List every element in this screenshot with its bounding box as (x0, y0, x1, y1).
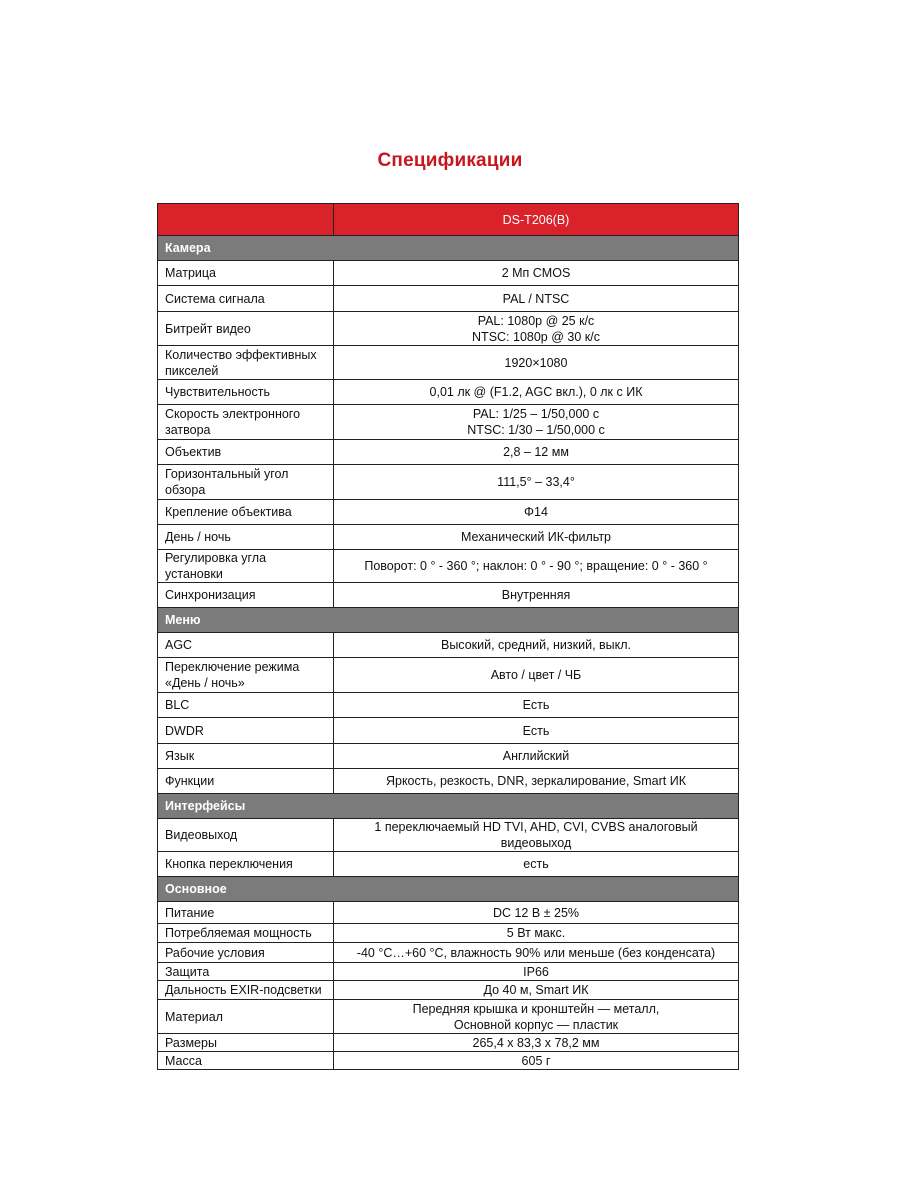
spec-label: Регулировка угла установки (158, 550, 334, 583)
spec-row (158, 852, 739, 877)
spec-row (158, 658, 739, 693)
spec-row (158, 286, 739, 312)
spec-row (158, 963, 739, 981)
spec-value: 265,4 х 83,3 х 78,2 мм (334, 1034, 739, 1052)
spec-row (158, 1052, 739, 1070)
spec-row (158, 525, 739, 550)
spec-row (158, 744, 739, 769)
spec-label: День / ночь (158, 525, 334, 550)
spec-label: Кнопка переключения (158, 852, 334, 877)
spec-label: DWDR (158, 718, 334, 744)
spec-label: AGC (158, 633, 334, 658)
spec-value: Авто / цвет / ЧБ (334, 658, 739, 693)
spec-label: Потребляемая мощность (158, 924, 334, 943)
spec-row (158, 924, 739, 943)
spec-row (158, 633, 739, 658)
section-header (158, 608, 739, 633)
spec-label: Рабочие условия (158, 943, 334, 963)
spec-label: Защита (158, 963, 334, 981)
spec-value: -40 °C…+60 °C, влажность 90% или меньше (без конденсата) (334, 943, 739, 963)
spec-label: Материал (158, 1000, 334, 1034)
model-header-empty (158, 204, 334, 236)
spec-label: Видеовыход (158, 819, 334, 852)
spec-value: PAL / NTSC (334, 286, 739, 312)
spec-value: Высокий, средний, низкий, выкл. (334, 633, 739, 658)
spec-label: Язык (158, 744, 334, 769)
spec-row (158, 440, 739, 465)
spec-value: 2,8 – 12 мм (334, 440, 739, 465)
spec-value: 2 Мп CMOS (334, 261, 739, 286)
spec-value: До 40 м, Smart ИК (334, 981, 739, 1000)
spec-value: Φ14 (334, 500, 739, 525)
spec-value: 1920×1080 (334, 346, 739, 380)
spec-row (158, 1000, 739, 1034)
spec-value: 605 г (334, 1052, 739, 1070)
spec-value: DC 12 В ± 25% (334, 902, 739, 924)
spec-row (158, 718, 739, 744)
spec-row (158, 693, 739, 718)
spec-label: Объектив (158, 440, 334, 465)
spec-value: 0,01 лк @ (F1.2, AGC вкл.), 0 лк с ИК (334, 380, 739, 405)
spec-value: PAL: 1/25 – 1/50,000 с NTSC: 1/30 – 1/50,000 с (334, 405, 739, 440)
spec-label: Синхронизация (158, 583, 334, 608)
spec-label: Питание (158, 902, 334, 924)
spec-row (158, 380, 739, 405)
spec-value: Внутренняя (334, 583, 739, 608)
section-header (158, 236, 739, 261)
section-title: Интерфейсы (158, 794, 739, 819)
spec-row (158, 819, 739, 852)
section-title: Камера (158, 236, 739, 261)
spec-row (158, 500, 739, 525)
spec-row (158, 769, 739, 794)
spec-row (158, 312, 739, 346)
model-header-row (158, 204, 739, 236)
spec-row (158, 583, 739, 608)
spec-value: 1 переключаемый HD TVI, AHD, CVI, CVBS аналоговый видеовыход (334, 819, 739, 852)
section-header (158, 794, 739, 819)
spec-label: BLC (158, 693, 334, 718)
section-title: Меню (158, 608, 739, 633)
spec-row (158, 346, 739, 380)
spec-label: Битрейт видео (158, 312, 334, 346)
spec-value: Поворот: 0 ° - 360 °; наклон: 0 ° - 90 °; вращение: 0 ° - 360 ° (334, 550, 739, 583)
spec-value: есть (334, 852, 739, 877)
spec-row (158, 981, 739, 1000)
spec-row (158, 902, 739, 924)
spec-label: Переключение режима «День / ночь» (158, 658, 334, 693)
spec-row (158, 405, 739, 440)
spec-label: Скорость электронного затвора (158, 405, 334, 440)
spec-label: Чувствительность (158, 380, 334, 405)
spec-row (158, 943, 739, 963)
spec-row (158, 465, 739, 500)
spec-value: 5 Вт макс. (334, 924, 739, 943)
spec-row (158, 261, 739, 286)
spec-value: 111,5° – 33,4° (334, 465, 739, 500)
spec-label: Количество эффективных пикселей (158, 346, 334, 380)
spec-value: Яркость, резкость, DNR, зеркалирование, Smart ИК (334, 769, 739, 794)
spec-table (157, 203, 739, 1070)
spec-row (158, 550, 739, 583)
spec-label: Система сигнала (158, 286, 334, 312)
spec-row (158, 1034, 739, 1052)
section-header (158, 877, 739, 902)
spec-value: PAL: 1080p @ 25 к/с NTSC: 1080p @ 30 к/с (334, 312, 739, 346)
spec-label: Размеры (158, 1034, 334, 1052)
spec-value: Механический ИК-фильтр (334, 525, 739, 550)
spec-value: Передняя крышка и кронштейн — металл, Основной корпус — пластик (334, 1000, 739, 1034)
spec-value: Есть (334, 718, 739, 744)
spec-value: IP66 (334, 963, 739, 981)
spec-label: Дальность EXIR-подсветки (158, 981, 334, 1000)
spec-label: Горизонтальный угол обзора (158, 465, 334, 500)
page-title: Спецификации (377, 150, 523, 171)
spec-label: Масса (158, 1052, 334, 1070)
spec-value: Есть (334, 693, 739, 718)
spec-value: Английский (334, 744, 739, 769)
model-name: DS-T206(B) (334, 204, 739, 236)
section-title: Основное (158, 877, 739, 902)
spec-label: Крепление объектива (158, 500, 334, 525)
spec-label: Функции (158, 769, 334, 794)
spec-label: Матрица (158, 261, 334, 286)
